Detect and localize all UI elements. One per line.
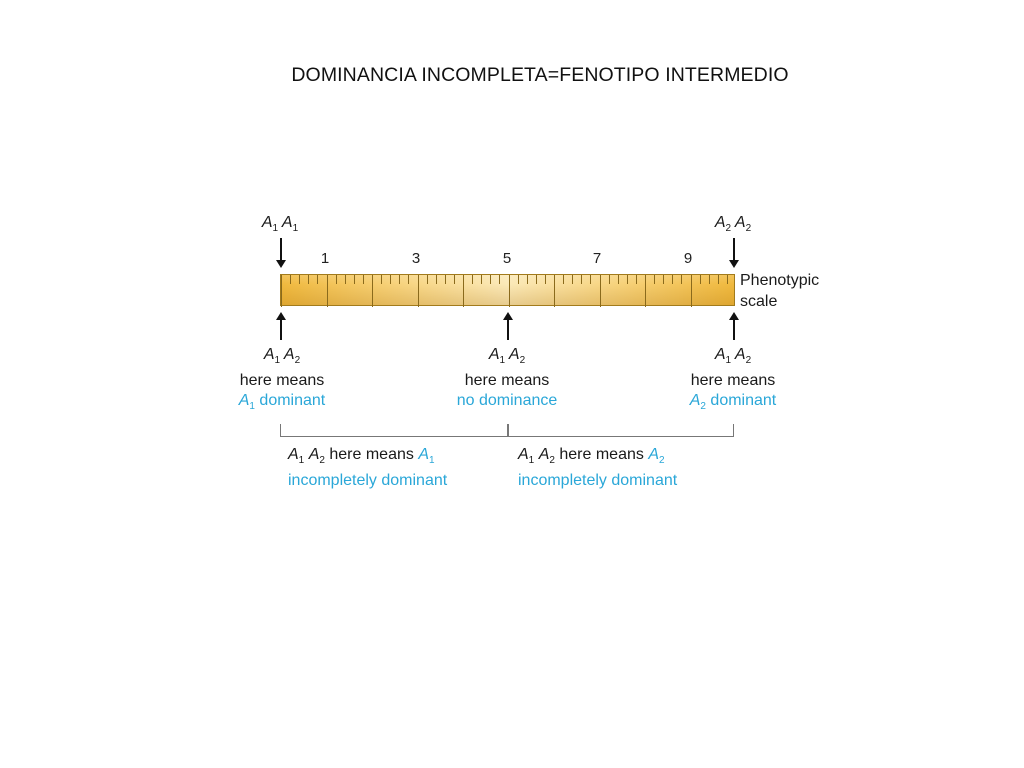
here-means-text: here means — [690, 372, 776, 390]
caption-meaning: incompletely dominant — [518, 472, 678, 490]
caption-allele: $A_2$ — [648, 446, 665, 467]
meaning-text: $A_2$ dominant — [689, 392, 777, 413]
arrow-down-icon — [733, 238, 735, 266]
meaning-text: no dominance — [456, 392, 558, 410]
ruler-ticks — [281, 275, 736, 307]
genotype-text: $A_1$ $A_2$ — [714, 346, 752, 367]
caption-meaning: incompletely dominant — [288, 472, 448, 490]
tick-label-7: 7 — [592, 250, 602, 267]
genotype-a1a1-label: $A_1$ $A_1$ — [261, 214, 299, 235]
here-means-text: here means — [464, 372, 550, 390]
scale-label-line1: Phenotypic — [740, 272, 820, 289]
bracket-right-caption — [518, 445, 677, 491]
arrow-up-icon — [507, 314, 509, 340]
arrow-down-icon — [280, 238, 282, 266]
phenotypic-scale-label — [740, 270, 819, 312]
genotype-group-left — [239, 345, 326, 417]
genotype-a2a2-label: $A_2$ $A_2$ — [714, 214, 752, 235]
tick-label-5: 5 — [502, 250, 512, 267]
scale-label-line2: scale — [740, 293, 778, 310]
slide-title: DOMINANCIA INCOMPLETA=FENOTIPO INTERMEDIO — [291, 64, 789, 86]
bracket-left-caption — [288, 445, 447, 491]
genotype-text: $A_1$ $A_2$ — [488, 346, 526, 367]
bracket-left — [280, 424, 508, 437]
here-means-text: here means — [239, 372, 325, 390]
arrow-up-icon — [733, 314, 735, 340]
tick-label-1: 1 — [320, 250, 330, 267]
tick-label-9: 9 — [683, 250, 693, 267]
genotype-group-right — [690, 345, 777, 417]
tick-label-3: 3 — [411, 250, 421, 267]
phenotypic-scale-ruler — [280, 274, 735, 306]
caption-prefix: $A_1$ $A_2$ here means — [288, 446, 414, 467]
genotype-text: $A_1$ $A_2$ — [263, 346, 301, 367]
meaning-text: $A_1$ dominant — [238, 392, 326, 413]
bracket-right — [508, 424, 734, 437]
arrow-up-icon — [280, 314, 282, 340]
caption-prefix: $A_1$ $A_2$ here means — [518, 446, 644, 467]
genotype-group-middle — [457, 345, 558, 411]
caption-allele: $A_1$ — [418, 446, 435, 467]
